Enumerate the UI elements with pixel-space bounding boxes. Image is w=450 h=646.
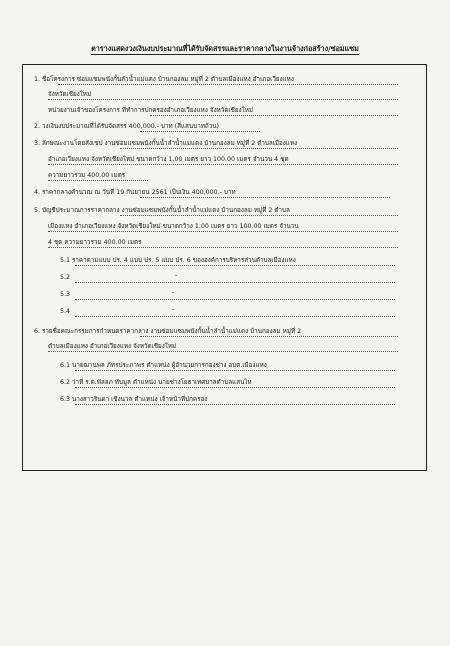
item-6-committee: 6. รายชื่อคณะกรรมการกำหนดราคากลาง งานซ่อมแซมพนังกั้นน้ำลำน้ำแม่แตง บ้านกองลม หมู่ที่ 2 [34, 328, 302, 335]
item-1-project-name: 1. ชื่อโครงการ ซ่อมแซมพนังกั้นลำน้ำแม่แตง บ้านกองลม หมู่ที่ 2 ตำบลเมืองแหง อำเภอเวียงแหง [34, 76, 294, 83]
item-4-median-price: 4. ราคากลางคำนวณ ณ วันที่ 19 กันยายน 2561 เป็นเงิน 400,000.- บาท [34, 189, 236, 196]
item-5-1: 5.1 ราคาตามแบบ ปร. 4 แบบ ปร. 5 แบบ ปร. 6 ขององค์การบริหารส่วนตำบลเมืองแหง [60, 257, 296, 264]
item-3-size: อำเภอเวียงแหง จังหวัดเชียงใหม่ ขนาดกว้าง 1.00 เมตร ยาว 100.00 เมตร จำนวน 4 ชุด [48, 156, 289, 163]
item-5-2: 5.2 [60, 274, 71, 281]
item-5-3: 5.3 [60, 291, 71, 298]
item-1-province: จังหวัดเชียงใหม่ [48, 91, 92, 98]
item-5-4: 5.4 [60, 308, 71, 315]
item-2-budget: 2. วงเงินงบประมาณที่ได้รับจัดสรร 400,000.- บาท (สี่แสนบาทถ้วน) [34, 123, 219, 130]
item-5-quantity: 4 ชุด ความยาวรวม 400.00 เมตร [48, 239, 142, 246]
item-6-location: ตำบลเมืองแหง อำเภอเวียงแหง จังหวัดเชียงใหม่ [48, 343, 177, 350]
item-5-4-value: - [172, 306, 175, 313]
item-3-total-length: ความยาวรวม 400.00 เมตร [48, 172, 126, 179]
committee-member-1: 6.1 นายฌานพล ภัทรประภาพร ตำแหน่ง ผู้อำนวยการกองช่าง อบต.เมืองแหง [60, 362, 267, 369]
item-5-estimate: 5. บัญชีประมาณการราคากลาง งานซ่อมแซมพนังกั้นน้ำลำน้ำแม่แตง บ้านกองลม หมู่ที่ 2 ตำบล [34, 207, 290, 214]
item-3-description: 3. ลักษณะงานโดยสังเขป งานซ่อมแซมพนังกั้นน้ำลำน้ำแม่แตง บ้านกองลม หมู่ที่ 2 ตำบลเมืองแหง [34, 140, 298, 147]
item-5-location: เมืองแหง อำเภอเวียงแหง จังหวัดเชียงใหม่ ขนาดกว้าง 1.00 เมตร ยาว 100.00 เมตร จำนวน [48, 223, 299, 230]
committee-member-3: 6.3 นางสาวรินดา เชิงนวล ตำแหน่ง เจ้าหน้าที่ปกครอง [60, 396, 208, 403]
item-5-2-value: - [175, 272, 178, 279]
document-title: ตารางแสดงวงเงินงบประมาณที่ได้รับจัดสรรและราคากลางในงานจ้างก่อสร้าง/ซ่อมแซม [91, 44, 359, 53]
committee-member-2: 6.2 ว่าที่ ร.ต.พัลลภ ทับมูล ตำแหน่ง นายช่างโยธาเทศบาลตำบลแสนไห [60, 379, 252, 386]
item-5-3-value: - [172, 289, 175, 296]
item-1-agency: หน่วยงานเจ้าของโครงการ ที่ทำการปกครองอำเภอเวียงแหง จังหวัดเชียงใหม่ [48, 107, 253, 114]
